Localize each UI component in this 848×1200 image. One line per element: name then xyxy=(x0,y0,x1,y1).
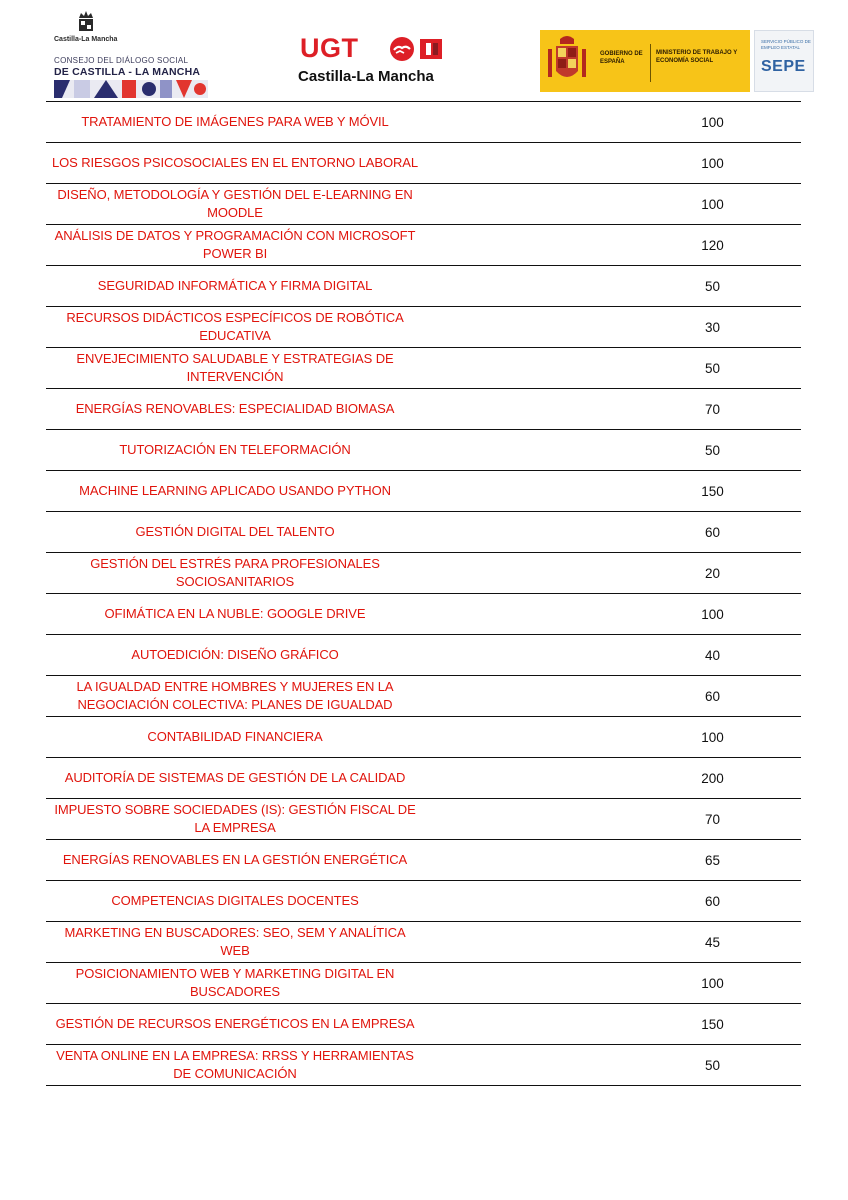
table-row xyxy=(46,512,801,553)
table-row xyxy=(46,1004,801,1045)
table-row xyxy=(46,1045,801,1086)
table-row xyxy=(46,758,801,799)
empty-cell xyxy=(424,102,624,143)
table-row xyxy=(46,389,801,430)
empty-cell xyxy=(424,553,624,594)
empty-cell xyxy=(424,963,624,1004)
table-row xyxy=(46,143,801,184)
empty-cell xyxy=(424,840,624,881)
course-hours: 50 xyxy=(624,266,801,307)
sepe-acronym: SEPE xyxy=(761,58,806,75)
empty-cell xyxy=(424,266,624,307)
course-name: ENVEJECIMIENTO SALUDABLE Y ESTRATEGIAS DE INTERVENCIÓN xyxy=(76,351,394,384)
course-hours: 200 xyxy=(624,758,801,799)
course-name-cell xyxy=(46,512,424,553)
course-name: SEGURIDAD INFORMÁTICA Y FIRMA DIGITAL xyxy=(97,278,373,293)
ministerio-label: MINISTERIO DE TRABAJO Y ECONOMÍA SOCIAL xyxy=(656,50,738,64)
ugt-region: Castilla-La Mancha xyxy=(298,68,434,85)
course-name-cell xyxy=(46,184,424,225)
course-hours: 100 xyxy=(624,184,801,225)
empty-cell xyxy=(424,594,624,635)
empty-cell xyxy=(424,348,624,389)
course-name: AUTOEDICIÓN: DISEÑO GRÁFICO xyxy=(131,647,339,662)
table-row xyxy=(46,348,801,389)
course-hours: 100 xyxy=(624,594,801,635)
course-hours: 60 xyxy=(624,881,801,922)
empty-cell xyxy=(424,758,624,799)
course-name-cell xyxy=(46,430,424,471)
gobierno-espana-logo xyxy=(540,30,750,92)
course-hours: 20 xyxy=(624,553,801,594)
sepe-service-label: SERVICIO PÚBLICO DE EMPLEO ESTATAL xyxy=(761,39,811,50)
empty-cell xyxy=(424,1004,624,1045)
course-name-cell xyxy=(46,635,424,676)
table-row xyxy=(46,594,801,635)
empty-cell xyxy=(424,717,624,758)
table-row xyxy=(46,102,801,143)
course-name-cell xyxy=(46,102,424,143)
empty-cell xyxy=(424,881,624,922)
course-hours: 60 xyxy=(624,676,801,717)
course-name: TRATAMIENTO DE IMÁGENES PARA WEB Y MÓVIL xyxy=(81,114,389,129)
empty-cell xyxy=(424,307,624,348)
page-header xyxy=(0,0,848,100)
course-name: LA IGUALDAD ENTRE HOMBRES Y MUJERES EN LA NEGOCIACIÓN COLECTIVA: PLANES DE IGUALDAD xyxy=(76,679,394,712)
course-name-cell xyxy=(46,840,424,881)
table-row xyxy=(46,266,801,307)
clm-council-line2: DE CASTILLA - LA MANCHA xyxy=(54,66,201,78)
course-name-cell xyxy=(46,553,424,594)
course-name: TUTORIZACIÓN EN TELEFORMACIÓN xyxy=(119,442,351,457)
gob-divider xyxy=(650,44,651,82)
course-name: RECURSOS DIDÁCTICOS ESPECÍFICOS DE ROBÓTICA EDUCATIVA xyxy=(66,310,404,343)
course-hours: 45 xyxy=(624,922,801,963)
ugt-handshake-icon xyxy=(388,36,448,62)
course-hours: 150 xyxy=(624,471,801,512)
table-row xyxy=(46,225,801,266)
empty-cell xyxy=(424,225,624,266)
course-name: POSICIONAMIENTO WEB Y MARKETING DIGITAL EN BUSCADORES xyxy=(75,966,395,999)
course-name: ENERGÍAS RENOVABLES EN LA GESTIÓN ENERGÉTICA xyxy=(62,852,408,867)
course-name: ENERGÍAS RENOVABLES: ESPECIALIDAD BIOMASA xyxy=(75,401,395,416)
course-name-cell xyxy=(46,471,424,512)
course-name-cell xyxy=(46,717,424,758)
course-name-cell xyxy=(46,348,424,389)
empty-cell xyxy=(424,512,624,553)
table-row xyxy=(46,430,801,471)
course-name: MARKETING EN BUSCADORES: SEO, SEM Y ANALÍTICA WEB xyxy=(64,925,406,958)
course-name-cell xyxy=(46,922,424,963)
course-hours: 40 xyxy=(624,635,801,676)
clm-council-line1: CONSEJO DEL DIÁLOGO SOCIAL xyxy=(54,56,189,65)
course-table xyxy=(46,101,801,1086)
empty-cell xyxy=(424,676,624,717)
ugt-logo xyxy=(298,34,468,94)
clm-decorative-band-icon xyxy=(54,80,208,98)
course-name-cell xyxy=(46,307,424,348)
course-hours: 50 xyxy=(624,348,801,389)
course-name-cell xyxy=(46,881,424,922)
empty-cell xyxy=(424,471,624,512)
course-table-body xyxy=(46,102,801,1086)
course-name-cell xyxy=(46,963,424,1004)
course-hours: 50 xyxy=(624,1045,801,1086)
course-name: CONTABILIDAD FINANCIERA xyxy=(147,729,323,744)
course-name: OFIMÁTICA EN LA NUBLE: GOOGLE DRIVE xyxy=(104,606,366,621)
clm-council-logo xyxy=(54,10,214,98)
gobierno-label: GOBIERNO DE ESPAÑA xyxy=(600,51,643,65)
empty-cell xyxy=(424,635,624,676)
table-row xyxy=(46,799,801,840)
empty-cell xyxy=(424,922,624,963)
course-name: AUDITORÍA DE SISTEMAS DE GESTIÓN DE LA CALIDAD xyxy=(64,770,406,785)
course-name: VENTA ONLINE EN LA EMPRESA: RRSS Y HERRAMIENTAS DE COMUNICACIÓN xyxy=(56,1048,414,1081)
course-hours: 60 xyxy=(624,512,801,553)
table-row xyxy=(46,184,801,225)
table-row xyxy=(46,840,801,881)
course-name: DISEÑO, METODOLOGÍA Y GESTIÓN DEL E-LEARNING EN MOODLE xyxy=(57,187,413,220)
table-row xyxy=(46,963,801,1004)
table-row xyxy=(46,676,801,717)
course-name-cell xyxy=(46,1004,424,1045)
course-hours: 65 xyxy=(624,840,801,881)
course-hours: 100 xyxy=(624,717,801,758)
course-name: GESTIÓN DE RECURSOS ENERGÉTICOS EN LA EMPRESA xyxy=(55,1016,415,1031)
table-row xyxy=(46,307,801,348)
course-hours: 120 xyxy=(624,225,801,266)
table-row xyxy=(46,922,801,963)
course-hours: 100 xyxy=(624,963,801,1004)
course-name-cell xyxy=(46,758,424,799)
clm-crown-emblem-icon xyxy=(76,10,96,32)
course-hours: 70 xyxy=(624,799,801,840)
course-hours: 100 xyxy=(624,102,801,143)
course-name-cell xyxy=(46,799,424,840)
course-name-cell xyxy=(46,676,424,717)
empty-cell xyxy=(424,799,624,840)
course-name: ANÁLISIS DE DATOS Y PROGRAMACIÓN CON MICROSOFT POWER BI xyxy=(54,228,416,261)
empty-cell xyxy=(424,1045,624,1086)
clm-name: Castilla-La Mancha xyxy=(54,36,118,43)
empty-cell xyxy=(424,143,624,184)
course-name: IMPUESTO SOBRE SOCIEDADES (IS): GESTIÓN FISCAL DE LA EMPRESA xyxy=(54,802,416,835)
course-name: GESTIÓN DIGITAL DEL TALENTO xyxy=(135,524,335,539)
course-name-cell xyxy=(46,389,424,430)
course-hours: 70 xyxy=(624,389,801,430)
course-hours: 150 xyxy=(624,1004,801,1045)
course-hours: 30 xyxy=(624,307,801,348)
course-name: MACHINE LEARNING APLICADO USANDO PYTHON xyxy=(79,483,391,498)
empty-cell xyxy=(424,430,624,471)
empty-cell xyxy=(424,184,624,225)
course-hours: 50 xyxy=(624,430,801,471)
course-name-cell xyxy=(46,225,424,266)
course-hours: 100 xyxy=(624,143,801,184)
empty-cell xyxy=(424,389,624,430)
course-name-cell xyxy=(46,143,424,184)
course-name: LOS RIESGOS PSICOSOCIALES EN EL ENTORNO LABORAL xyxy=(52,155,418,170)
table-row xyxy=(46,553,801,594)
table-row xyxy=(46,471,801,512)
table-row xyxy=(46,881,801,922)
table-row xyxy=(46,717,801,758)
table-row xyxy=(46,635,801,676)
course-name-cell xyxy=(46,594,424,635)
ugt-letters: UGT xyxy=(300,33,359,63)
course-name: COMPETENCIAS DIGITALES DOCENTES xyxy=(111,893,359,908)
course-name: GESTIÓN DEL ESTRÉS PARA PROFESIONALES SOCIOSANITARIOS xyxy=(90,556,380,589)
coat-of-arms-icon xyxy=(546,35,588,87)
sepe-logo xyxy=(754,30,814,92)
course-name-cell xyxy=(46,1045,424,1086)
course-name-cell xyxy=(46,266,424,307)
